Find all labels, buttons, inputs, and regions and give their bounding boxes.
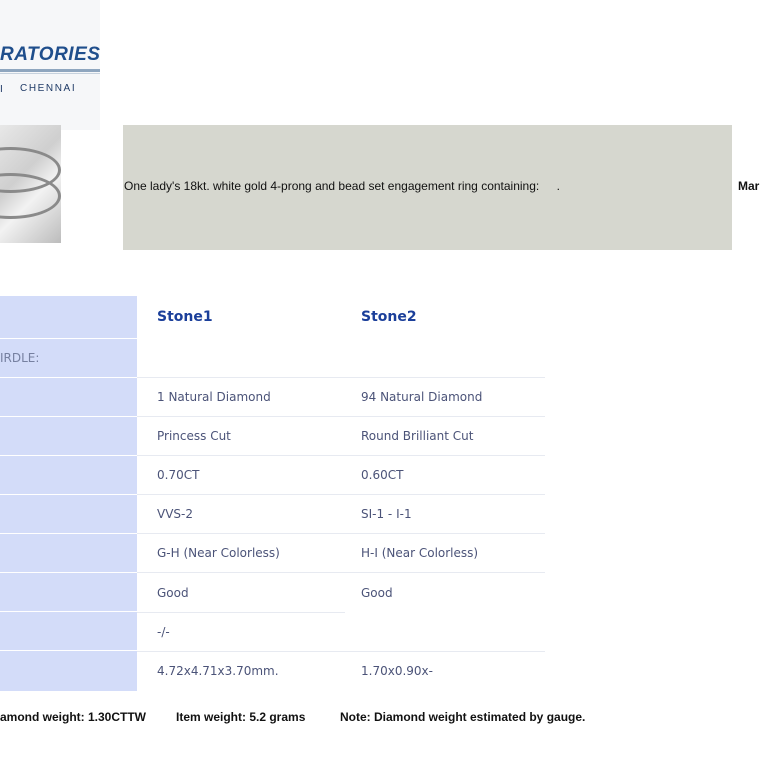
- label-divider: [0, 377, 137, 378]
- side-text-cutoff: Mar: [738, 179, 760, 193]
- logo-rule: [0, 69, 100, 72]
- cell-stone2-cut: Round Brilliant Cut: [361, 429, 474, 443]
- footer-item-weight: Item weight: 5.2 grams: [176, 710, 306, 724]
- ring-thumbnail[interactable]: [0, 125, 61, 243]
- row-divider: [137, 612, 345, 613]
- cell-stone1-fluorescence: -/-: [157, 625, 170, 639]
- lab-logo: [0, 0, 100, 130]
- cell-stone2-weight: 0.60CT: [361, 468, 404, 482]
- description-panel: [123, 125, 732, 250]
- label-divider: [0, 416, 137, 417]
- logo-rule-thin: [0, 73, 100, 74]
- label-divider: [0, 338, 137, 339]
- cell-stone1-measurements: 4.72x4.71x3.70mm.: [157, 664, 279, 678]
- cell-stone1-grade: Good: [157, 586, 189, 600]
- header-stone1: Stone1: [157, 309, 213, 325]
- label-divider: [0, 494, 137, 495]
- label-divider: [0, 533, 137, 534]
- row-divider: [137, 377, 545, 378]
- cell-stone2-measurements: 1.70x0.90x-: [361, 664, 433, 678]
- cell-stone2-grade: Good: [361, 586, 393, 600]
- spec-label-column: [0, 296, 137, 691]
- cell-stone2-quantity: 94 Natural Diamond: [361, 390, 483, 404]
- cell-stone1-clarity: VVS-2: [157, 507, 193, 521]
- row-divider: [137, 651, 545, 652]
- row-divider: [137, 416, 545, 417]
- description-main: One lady's 18kt. white gold 4-prong and bead set engagement ring containing:: [124, 179, 540, 193]
- footer-diamond-weight: amond weight: 1.30CTTW: [0, 710, 147, 724]
- cell-stone1-cut: Princess Cut: [157, 429, 231, 443]
- cell-stone1-color: G-H (Near Colorless): [157, 546, 280, 560]
- cell-stone2-color: H-I (Near Colorless): [361, 546, 479, 560]
- header-stone2: Stone2: [361, 309, 417, 325]
- description-dot: .: [556, 179, 560, 193]
- footer-note: Note: Diamond weight estimated by gauge.: [340, 710, 586, 724]
- description-text: [124, 179, 560, 193]
- logo-left-letter: I: [0, 84, 5, 95]
- cell-stone2-clarity: SI-1 - I-1: [361, 507, 412, 521]
- label-divider: [0, 611, 137, 612]
- row-divider: [137, 533, 545, 534]
- cell-stone1-quantity: 1 Natural Diamond: [157, 390, 271, 404]
- row-divider: [137, 455, 545, 456]
- label-divider: [0, 650, 137, 651]
- label-divider: [0, 455, 137, 456]
- label-divider: [0, 572, 137, 573]
- cell-stone1-weight: 0.70CT: [157, 468, 200, 482]
- label-girdle: IRDLE:: [0, 351, 40, 365]
- row-divider: [137, 494, 545, 495]
- logo-city: CHENNAI: [20, 83, 77, 94]
- row-divider: [137, 572, 545, 573]
- logo-wordmark: RATORIES: [0, 44, 101, 65]
